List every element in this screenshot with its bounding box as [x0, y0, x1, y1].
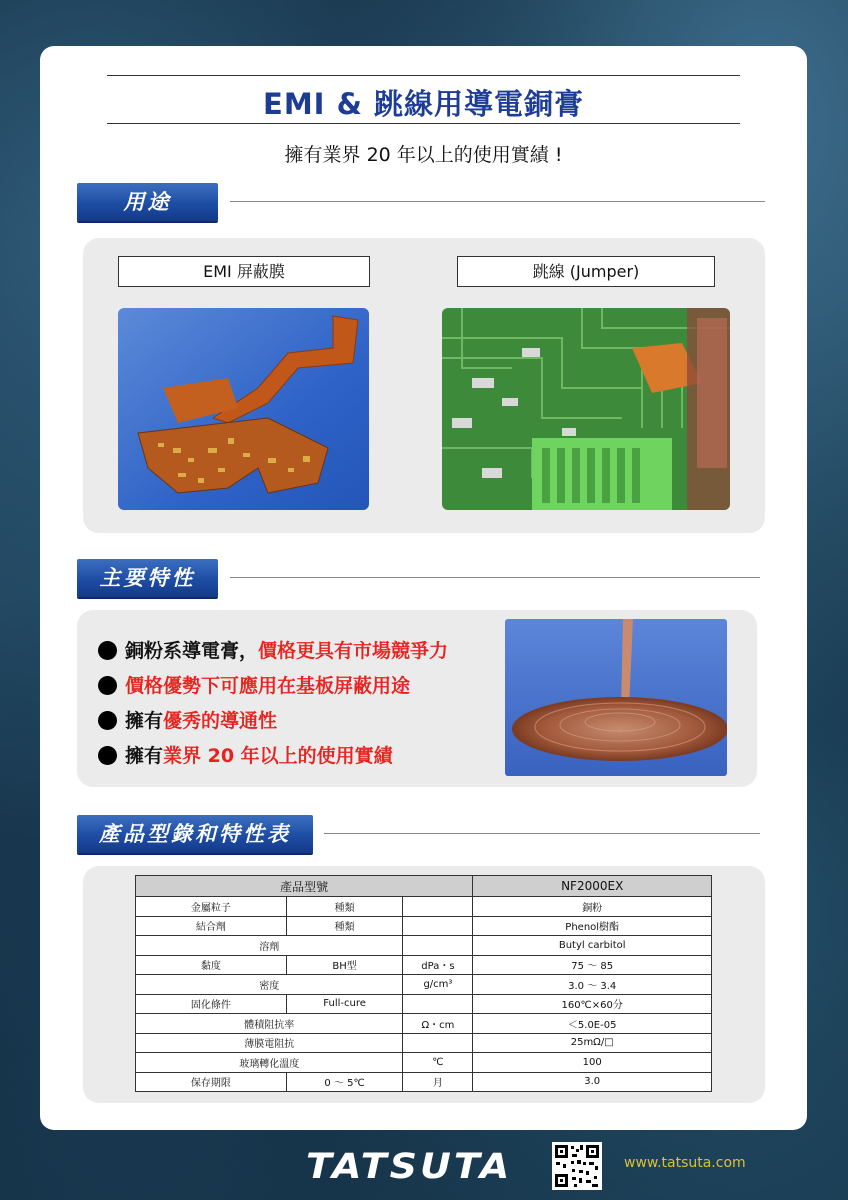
header-model: NF2000EX — [473, 876, 712, 897]
row-unit — [403, 994, 473, 1014]
row-item: 溶劑 — [136, 936, 403, 956]
row-value: 75 ～ 85 — [473, 955, 712, 975]
paste-pour-image — [505, 619, 727, 776]
emi-film-photo — [118, 308, 369, 510]
row-value: 160℃×60分 — [473, 994, 712, 1014]
feature-item — [98, 739, 448, 774]
table-row — [136, 897, 712, 917]
row-unit: Ω・cm — [403, 1014, 473, 1034]
row-sub: Full-cure — [286, 994, 403, 1014]
feature-highlight: 業界 20 年以上的使用實績 — [163, 745, 393, 767]
website-link[interactable]: www.tatsuta.com — [624, 1155, 746, 1171]
page-title: EMI & 跳線用導電銅膏 — [263, 87, 584, 121]
row-unit — [403, 916, 473, 936]
row-value: 3.0 ～ 3.4 — [473, 975, 712, 995]
spec-section-tab: 產品型錄和特性表 — [77, 815, 313, 853]
row-item: 結合劑 — [136, 916, 287, 936]
feature-highlight: 優秀的導通性 — [163, 710, 278, 732]
table-row — [136, 1033, 712, 1053]
row-value: ＜5.0E-05 — [473, 1014, 712, 1034]
feature-text: 擁有 — [125, 745, 164, 767]
row-value: 25mΩ/□ — [473, 1033, 712, 1053]
spec-section-rule — [324, 833, 760, 834]
header-name: 產品型號 — [136, 876, 473, 897]
row-unit: dPa・s — [403, 955, 473, 975]
pcb-image — [442, 308, 730, 510]
row-item: 黏度 — [136, 955, 287, 975]
table-row — [136, 936, 712, 956]
feature-item — [98, 669, 448, 704]
jumper-label: 跳線 (Jumper) — [457, 256, 715, 287]
bullet-icon — [98, 641, 117, 660]
table-row — [136, 955, 712, 975]
table-header-row — [136, 876, 712, 897]
features-section-tab: 主要特性 — [77, 559, 218, 597]
jumper-photo — [442, 308, 730, 510]
bullet-icon — [98, 676, 117, 695]
bullet-icon — [98, 746, 117, 765]
feature-text: 擁有 — [125, 710, 164, 732]
tatsuta-logo: TATSUTA — [306, 1145, 513, 1187]
feature-highlight: 價格優勢下可應用在基板屏蔽用途 — [125, 675, 411, 697]
usage-section-tab: 用途 — [77, 183, 218, 221]
page-subtitle: 擁有業界 20 年以上的使用實績 ! — [284, 144, 563, 166]
row-value: Phenol樹酯 — [473, 916, 712, 936]
table-row — [136, 994, 712, 1014]
row-unit: 月 — [403, 1072, 473, 1092]
row-value: 3.0 — [473, 1072, 712, 1092]
row-value: 銅粉 — [473, 897, 712, 917]
row-item: 金屬粒子 — [136, 897, 287, 917]
row-item: 薄膜電阻抗 — [136, 1033, 403, 1053]
features-list — [98, 634, 448, 774]
feature-highlight: 價格更具有市場競爭力 — [258, 640, 449, 662]
row-unit: ℃ — [403, 1053, 473, 1073]
usage-section-rule — [230, 201, 765, 202]
copper-paste-photo — [505, 619, 727, 776]
emi-label: EMI 屏蔽膜 — [118, 256, 370, 287]
title-rule-top — [107, 75, 740, 76]
row-item: 保存期限 — [136, 1072, 287, 1092]
features-section-rule — [230, 577, 760, 578]
row-sub: 種類 — [286, 897, 403, 917]
row-unit — [403, 897, 473, 917]
qr-code-icon — [552, 1142, 602, 1190]
row-unit — [403, 936, 473, 956]
table-row — [136, 1053, 712, 1073]
title-rule-bottom — [107, 123, 740, 124]
table-row — [136, 1014, 712, 1034]
row-item: 固化條件 — [136, 994, 287, 1014]
row-item: 密度 — [136, 975, 403, 995]
row-value: 100 — [473, 1053, 712, 1073]
spec-table — [135, 875, 712, 1092]
row-value: Butyl carbitol — [473, 936, 712, 956]
row-item: 體積阻抗率 — [136, 1014, 403, 1034]
flex-circuit-image — [118, 308, 369, 510]
table-row — [136, 1072, 712, 1092]
table-row — [136, 975, 712, 995]
bullet-icon — [98, 711, 117, 730]
row-unit: g/cm³ — [403, 975, 473, 995]
row-sub: BH型 — [286, 955, 403, 975]
content-card — [40, 46, 807, 1130]
row-item: 玻璃轉化溫度 — [136, 1053, 403, 1073]
feature-item — [98, 704, 448, 739]
feature-text: 銅粉系導電膏， — [125, 640, 259, 662]
table-row — [136, 916, 712, 936]
row-sub: 種類 — [286, 916, 403, 936]
row-unit — [403, 1033, 473, 1053]
feature-item — [98, 634, 448, 669]
row-sub: 0 ～ 5℃ — [286, 1072, 403, 1092]
